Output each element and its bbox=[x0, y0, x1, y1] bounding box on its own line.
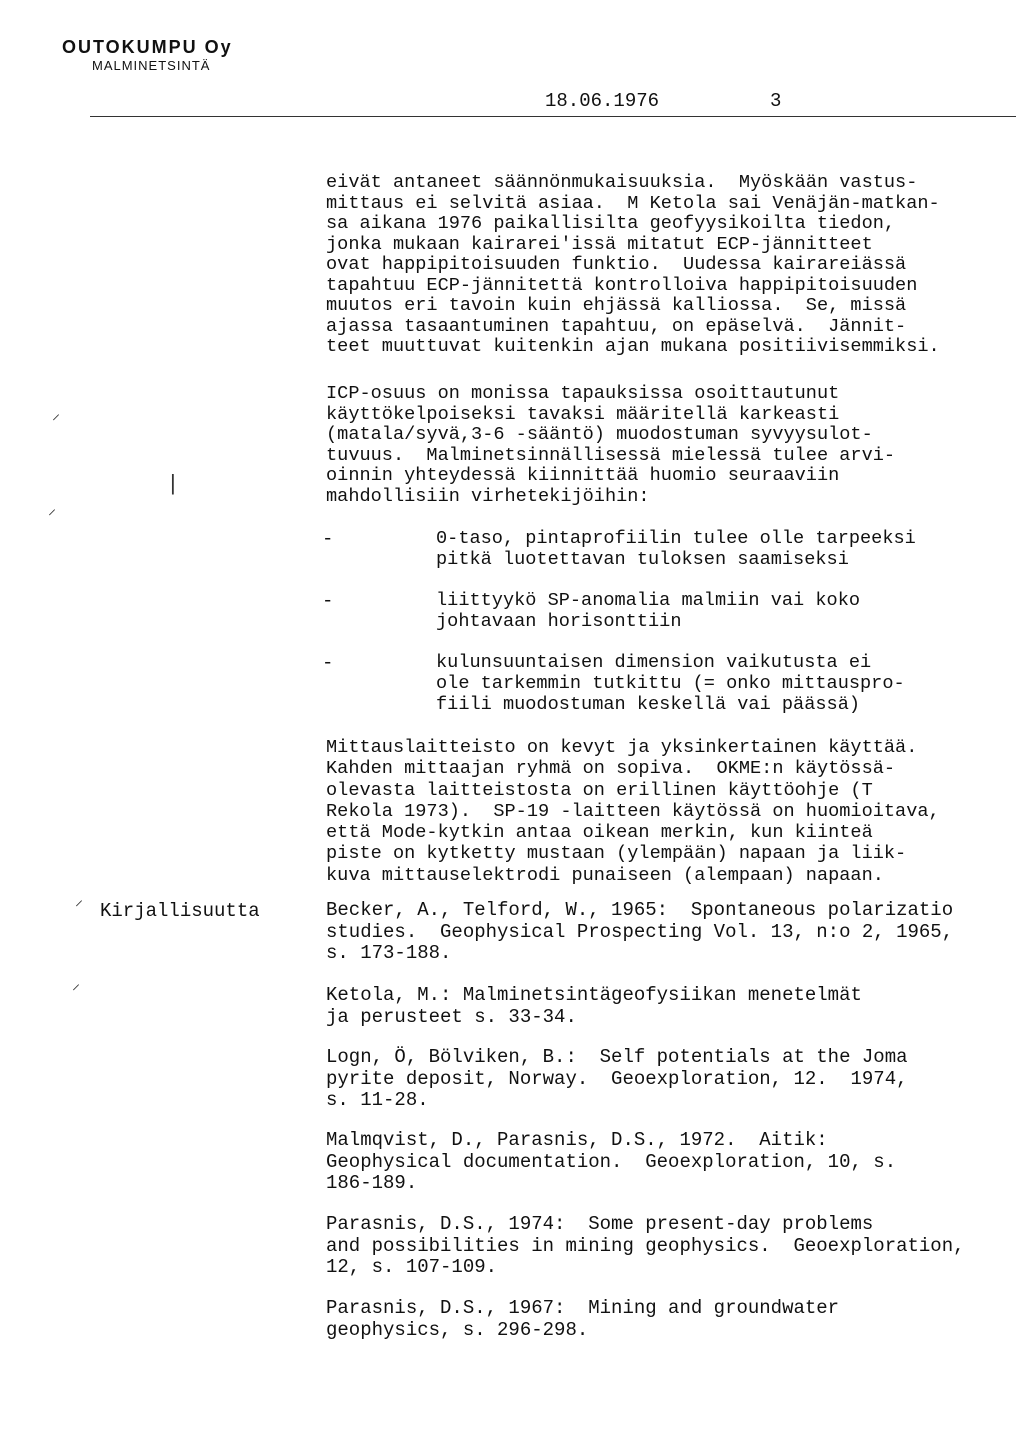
page-number: 3 bbox=[770, 90, 782, 112]
margin-tick-mark: ⸝ bbox=[52, 406, 61, 423]
paragraph-ecp: eivät antaneet säännönmukaisuuksia. Myöskään vastus- mittaus ei selvitä asiaa. M Ketola sai Venäjän-matkan- sa aikana 1976 paikallisilta geofyysikoilta tiedon, jonka mukaan kairarei'issä mitatut ECP-jännitteet ovat happipitoisuuden funktio. Uudessa kairareiässä tapahtuu ECP-jännitettä kontrolloiva happipitoisuuden muutos eri tavoin kuin ehjässä kalliossa. Se, missä ajassa tasaantuminen tapahtuu, on epäselvä. Jännit- teet muuttuvat kuitenkin ajan mukana positiivisemmiksi. bbox=[326, 172, 940, 357]
reference-parasnis-1974: Parasnis, D.S., 1974: Some present-day problems and possibilities in mining geophysics. Geoexploration, 12, s. 107-109. bbox=[326, 1213, 965, 1278]
header-rule bbox=[90, 116, 1016, 117]
letterhead bbox=[62, 36, 233, 74]
bullet-item-3: kulunsuuntaisen dimension vaikutusta ei ole tarkemmin tutkittu (= onko mittauspro- fiili muodostuman keskellä vai päässä) bbox=[436, 652, 905, 715]
reference-ketola: Ketola, M.: Malminetsintägeofysiikan menetelmät ja perusteet s. 33-34. bbox=[326, 984, 862, 1028]
margin-line-mark: | bbox=[170, 470, 176, 495]
paragraph-icp: ICP-osuus on monissa tapauksissa osoittautunut käyttökelpoiseksi tavaksi määritellä karkeasti (matala/syvä,3-6 -sääntö) muodostuman syvyysulot- tuvuus. Malminetsinnällisessä mielessä tulee arvi- oinnin yhteydessä kiinnittää huomio seuraaviin mahdollisiin virhetekijöihin: bbox=[326, 383, 896, 507]
bullet-dash-2: - bbox=[322, 590, 334, 612]
document-date: 18.06.1976 bbox=[545, 90, 660, 112]
company-name: OUTOKUMPU Oy bbox=[62, 37, 233, 57]
bullet-item-2: liittyykö SP-anomalia malmiin vai koko johtavaan horisonttiin bbox=[436, 590, 861, 632]
paragraph-equipment: Mittauslaitteisto on kevyt ja yksinkertainen käyttää. Kahden mittaajan ryhmä on sopiva. OKME:n käytössä- olevasta laitteistosta on erillinen käyttöohje (T Rekola 1973). SP-19 -laitteen käytössä on huomioitava, että Mode-kytkin antaa oikean merkin, kun kiinteä piste on kytketty mustaan (ylempään) napaan ja liik- kuva mittauselektrodi punaiseen (alempaan) napaan. bbox=[326, 737, 940, 886]
reference-becker: Becker, A., Telford, W., 1965: Spontaneous polarizatio studies. Geophysical Prospecting Vol. 13, n:o 2, 1965, s. 173-188. bbox=[326, 899, 954, 964]
department-name: MALMINETSINTÄ bbox=[92, 58, 211, 73]
reference-parasnis-1967: Parasnis, D.S., 1967: Mining and groundwater geophysics, s. 296-298. bbox=[326, 1297, 840, 1341]
reference-logn: Logn, Ö, Bölviken, B.: Self potentials at the Joma pyrite deposit, Norway. Geoexploration, 12. 1974, s. 11-28. bbox=[326, 1046, 908, 1111]
margin-tick-mark: ⸝ bbox=[48, 501, 57, 518]
margin-tick-mark: ⸝ bbox=[75, 892, 84, 909]
references-heading: Kirjallisuutta bbox=[100, 900, 260, 922]
reference-malmqvist: Malmqvist, D., Parasnis, D.S., 1972. Aitik: Geophysical documentation. Geoexploration, 10, s. 186-189. bbox=[326, 1129, 897, 1194]
bullet-dash-3: - bbox=[322, 652, 334, 674]
bullet-item-1: 0-taso, pintaprofiilin tulee olle tarpeeksi pitkä luotettavan tuloksen saamiseksi bbox=[436, 528, 916, 570]
bullet-dash-1: - bbox=[322, 528, 334, 550]
margin-tick-mark: ⸝ bbox=[72, 976, 81, 993]
